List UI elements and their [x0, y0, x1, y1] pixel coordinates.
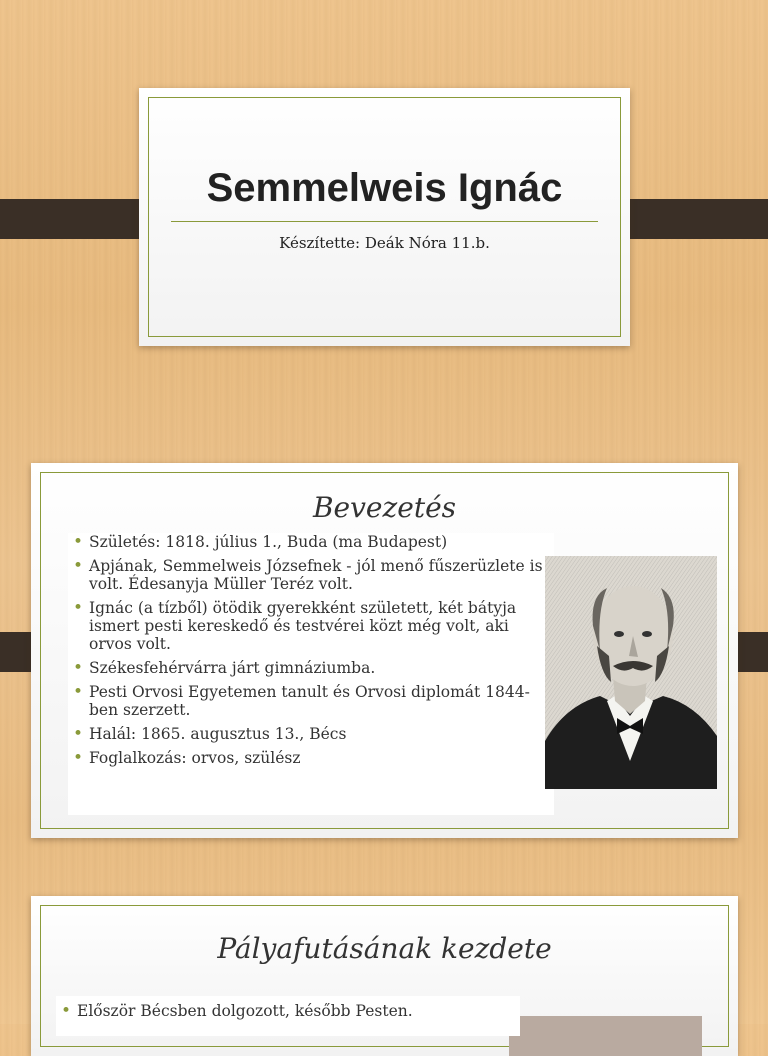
list-item: • Ignác (a tízből) ötödik gyerekként született, két bátyja ismert pesti kereskedő és testvérei közt még volt, aki orvos volt.	[68, 599, 554, 653]
slide-title: Bevezetés	[312, 491, 457, 524]
photo-image	[509, 1016, 702, 1056]
portrait-image	[545, 556, 717, 789]
slide1-left-tab	[0, 199, 155, 239]
list-item: • Székesfehérvárra járt gimnáziumba.	[68, 659, 554, 677]
slide1-right-tab	[613, 199, 768, 239]
title-divider	[171, 221, 598, 222]
slide-subtitle: Készítette: Deák Nóra 11.b.	[279, 234, 490, 252]
list-item: • Először Bécsben dolgozott, később Pesten.	[56, 1002, 520, 1020]
list-item: • Születés: 1818. július 1., Buda (ma Budapest)	[68, 533, 554, 551]
bullet-list	[56, 996, 520, 1036]
slide-frame	[148, 97, 621, 337]
title-slide[interactable]	[139, 88, 630, 346]
career-slide[interactable]	[31, 896, 738, 1056]
bullet-list	[68, 533, 554, 815]
slide-title: Pályafutásának kezdete	[217, 932, 552, 965]
intro-slide[interactable]	[31, 463, 738, 838]
list-item: • Pesti Orvosi Egyetemen tanult és Orvosi diplomát 1844-ben szerzett.	[68, 683, 554, 719]
portrait-engraving-icon	[545, 556, 717, 789]
list-item: • Foglalkozás: orvos, szülész	[68, 749, 554, 767]
slide-title: Semmelweis Ignác	[206, 166, 563, 210]
list-item: • Apjának, Semmelweis Józsefnek - jól menő fűszerüzlete is volt. Édesanyja Müller Teréz volt.	[68, 557, 554, 593]
list-item: • Halál: 1865. augusztus 13., Bécs	[68, 725, 554, 743]
